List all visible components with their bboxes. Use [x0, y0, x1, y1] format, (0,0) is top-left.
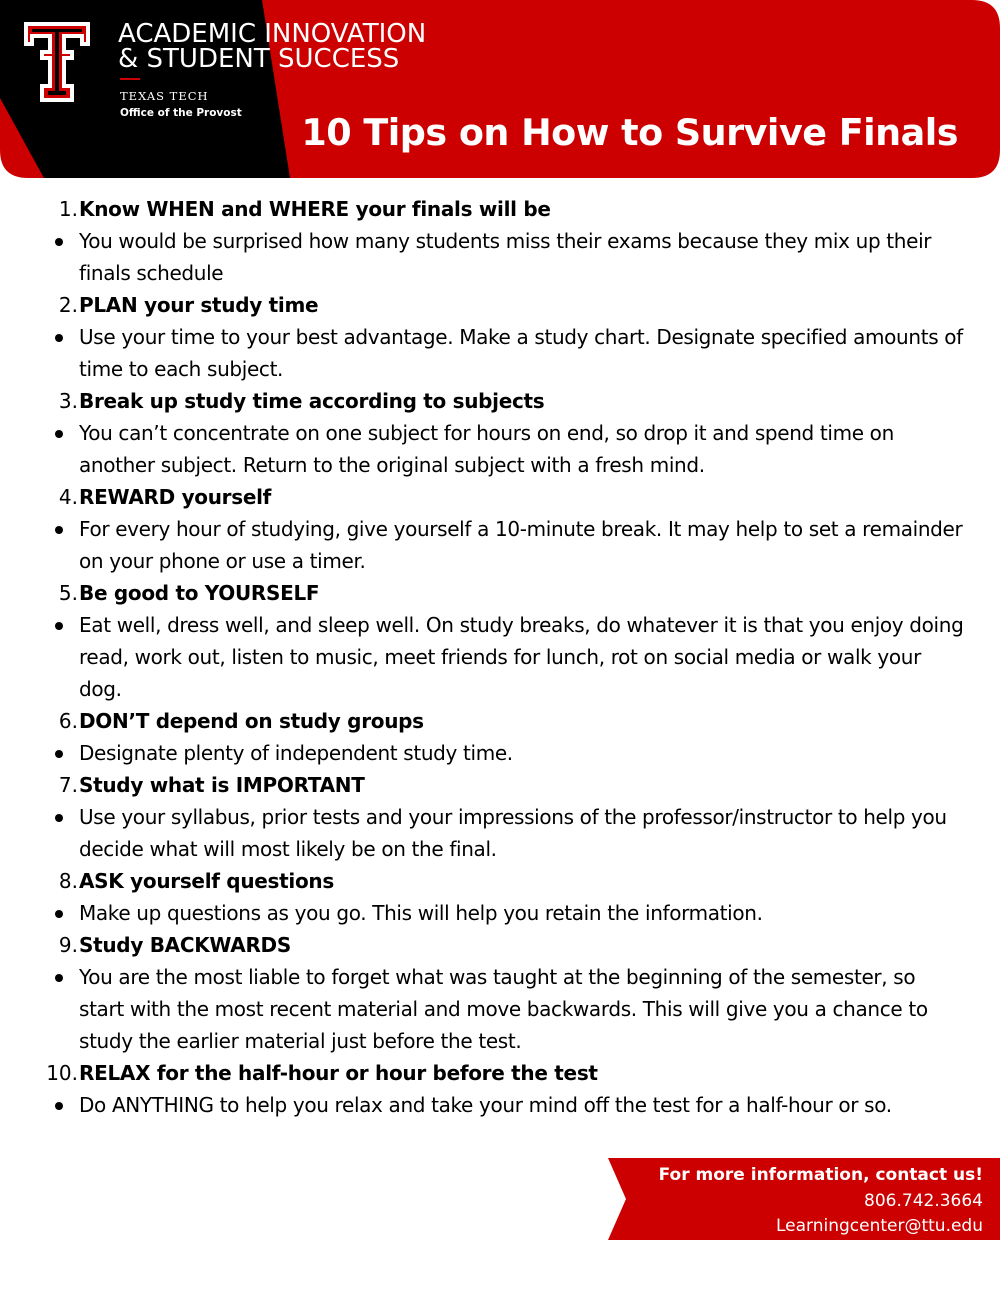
tip-detail — [0, 961, 1000, 1057]
tip-detail — [0, 801, 1000, 865]
tip-detail — [0, 609, 1000, 705]
tip-number: 2. — [58, 293, 78, 317]
bullet-icon — [55, 974, 63, 982]
tip-item — [0, 769, 1000, 865]
tip-number: 4. — [58, 485, 78, 509]
tip-title: Know WHEN and WHERE your finals will be — [79, 197, 551, 221]
tip-detail — [0, 1089, 1000, 1121]
tip-heading — [0, 865, 1000, 897]
bullet-icon — [55, 622, 63, 630]
tip-title: REWARD yourself — [79, 485, 272, 509]
tip-detail — [0, 513, 1000, 577]
contact-email[interactable]: Learningcenter@ttu.edu — [775, 1216, 983, 1236]
tip-detail-text: You are the most liable to forget what was taught at the beginning of the semester, so start with the most recent material and move backwards. This will give you a chance to study the earlier material just before the test. — [79, 965, 928, 1053]
tip-detail-text: Make up questions as you go. This will help you retain the information. — [79, 901, 763, 925]
bullet-icon — [55, 1102, 63, 1110]
office-name: Office of the Provost — [120, 107, 242, 119]
tip-heading — [0, 193, 1000, 225]
tip-detail — [0, 417, 1000, 481]
tip-number: 10. — [46, 1061, 78, 1085]
tip-detail — [0, 225, 1000, 289]
tip-title: Be good to YOURSELF — [79, 581, 320, 605]
bullet-icon — [55, 526, 63, 534]
tip-number: 9. — [58, 933, 78, 957]
tip-detail-text: Use your time to your best advantage. Make a study chart. Designate specified amounts of time to each subject. — [79, 325, 963, 381]
tip-heading — [0, 385, 1000, 417]
tip-title: ASK yourself questions — [79, 869, 334, 893]
tip-item — [0, 193, 1000, 289]
tip-detail-text: Designate plenty of independent study time. — [79, 741, 513, 765]
contact-phone[interactable]: 806.742.3664 — [864, 1191, 983, 1211]
tip-heading — [0, 929, 1000, 961]
tip-heading — [0, 705, 1000, 737]
double-t-logo-icon — [22, 20, 92, 104]
tip-detail — [0, 897, 1000, 929]
tip-detail — [0, 321, 1000, 385]
tip-title: DON’T depend on study groups — [79, 709, 424, 733]
tip-title: Study BACKWARDS — [79, 933, 291, 957]
tip-heading — [0, 769, 1000, 801]
tip-title: PLAN your study time — [79, 293, 319, 317]
tip-heading — [0, 289, 1000, 321]
tip-detail — [0, 737, 1000, 769]
tip-item — [0, 865, 1000, 929]
tip-item — [0, 1057, 1000, 1121]
tip-number: 3. — [58, 389, 78, 413]
tip-item — [0, 481, 1000, 577]
bullet-icon — [55, 750, 63, 758]
tip-heading — [0, 1057, 1000, 1089]
tip-number: 7. — [58, 773, 78, 797]
tip-title: RELAX for the half-hour or hour before the test — [79, 1061, 598, 1085]
tip-item — [0, 929, 1000, 1057]
tip-detail-text: Eat well, dress well, and sleep well. On study breaks, do whatever it is that you enjoy doing read, work out, listen to music, meet friends for lunch, rot on social media or walk your dog. — [79, 613, 964, 701]
bullet-icon — [55, 334, 63, 342]
tip-detail-text: You can’t concentrate on one subject for hours on end, so drop it and spend time on another subject. Return to the original subject with a fresh mind. — [79, 421, 894, 477]
bullet-icon — [55, 238, 63, 246]
bullet-icon — [55, 430, 63, 438]
tip-detail-text: Use your syllabus, prior tests and your impressions of the professor/instructor to help you decide what will most likely be on the final. — [79, 805, 947, 861]
institution-name: TEXAS TECH — [120, 89, 209, 103]
tip-detail-text: For every hour of studying, give yourself a 10-minute break. It may help to set a remainder on your phone or use a timer. — [79, 517, 963, 573]
tip-item — [0, 577, 1000, 705]
tip-item — [0, 385, 1000, 481]
tip-number: 8. — [58, 869, 78, 893]
contact-box — [608, 1158, 1000, 1240]
header-banner — [0, 0, 1000, 178]
bullet-icon — [55, 910, 63, 918]
tip-item — [0, 705, 1000, 769]
contact-heading: For more information, contact us! — [658, 1165, 983, 1185]
tip-heading — [0, 577, 1000, 609]
page-title: 10 Tips on How to Survive Finals — [301, 111, 958, 154]
brand-line-2: & STUDENT SUCCESS — [118, 44, 400, 74]
tip-heading — [0, 481, 1000, 513]
tip-title: Break up study time according to subjects — [79, 389, 545, 413]
tip-number: 5. — [58, 581, 78, 605]
brand-divider — [120, 78, 140, 80]
tips-list — [0, 193, 1000, 1121]
tip-detail-text: You would be surprised how many students miss their exams because they mix up their finals schedule — [79, 229, 932, 285]
tip-item — [0, 289, 1000, 385]
tip-title: Study what is IMPORTANT — [79, 773, 365, 797]
tip-detail-text: Do ANYTHING to help you relax and take your mind off the test for a half-hour or so. — [79, 1093, 892, 1117]
tip-number: 1. — [58, 197, 78, 221]
brand-line-1: ACADEMIC INNOVATION — [118, 19, 427, 49]
bullet-icon — [55, 814, 63, 822]
tip-number: 6. — [58, 709, 78, 733]
